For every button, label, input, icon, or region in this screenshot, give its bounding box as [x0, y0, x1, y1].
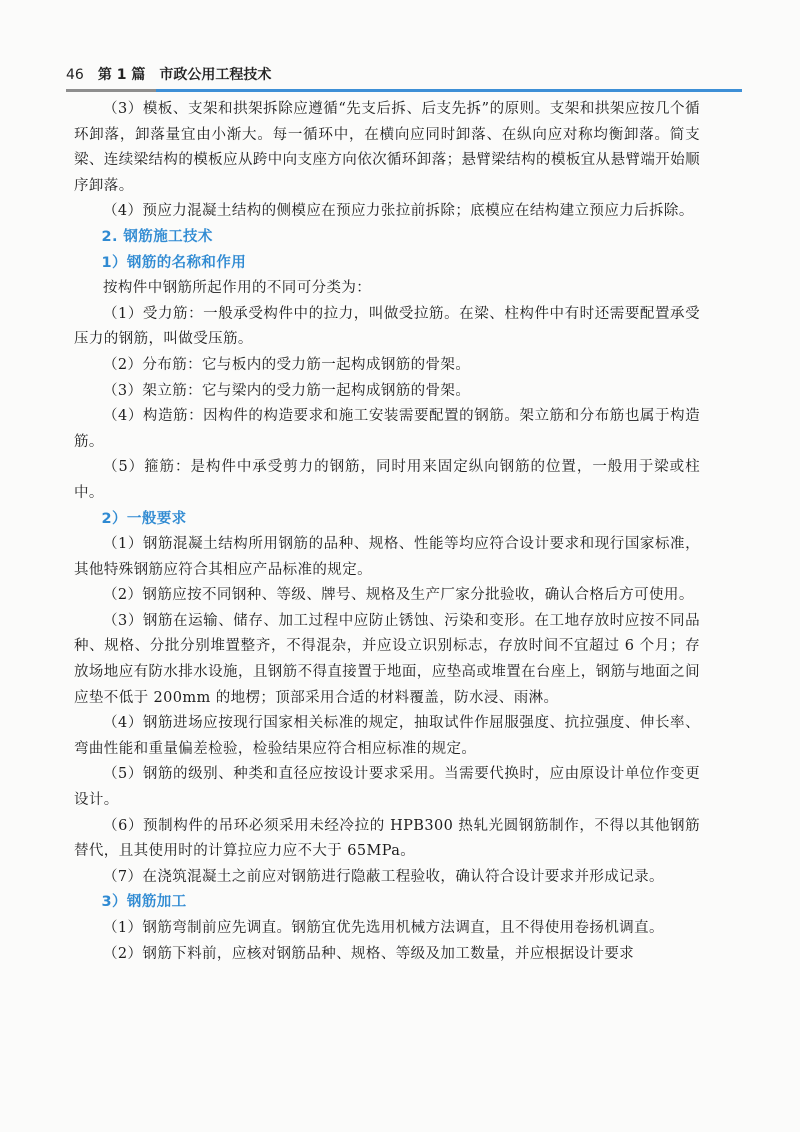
section-title: 市政公用工程技术 — [159, 67, 272, 83]
list-item: （4）钢筋进场应按现行国家相关标准的规定，抽取试件作屈服强度、抗拉强度、伸长率、弯曲性能和重量偏差检验，检验结果应符合相应标准的规定。 — [74, 715, 700, 757]
list-item: （3）钢筋在运输、储存、加工过程中应防止锈蚀、污染和变形。在工地存放时应按不同品种、规格、分批分别堆置整齐，不得混杂，并应设立识别标志，存放时间不宜超过 6 个月；存放场地应有防水排水设施，且钢筋不得直接置于地面，应垫高或堆置在台座上，钢筋与地面之间应垫不低于 200mm 的地楞；顶部采用合适的材料覆盖，防水浸、雨淋。 — [74, 612, 700, 706]
running-header — [66, 64, 271, 84]
paragraph: （4）预应力混凝土结构的侧模应在预应力张拉前拆除；底模应在结构建立预应力后拆除。 — [103, 203, 694, 220]
paragraph: 按构件中钢筋所起作用的不同可分类为： — [103, 280, 372, 297]
list-item: （1）受力筋：一般承受构件中的拉力，叫做受拉筋。在梁、柱构件中有时还需要配置承受压力的钢筋，叫做受压筋。 — [74, 305, 700, 348]
list-item: （1）钢筋混凝土结构所用钢筋的品种、规格、性能等均应符合设计要求和现行国家标准，其他特殊钢筋应符合其相应产品标准的规定。 — [74, 536, 700, 578]
list-item: （7）在浇筑混凝土之前应对钢筋进行隐蔽工程验收，确认符合设计要求并形成记录。 — [103, 868, 664, 885]
list-item: （5）箍筋：是构件中承受剪力的钢筋，同时用来固定纵向钢筋的位置，一般用于梁或柱中。 — [74, 459, 700, 501]
section-heading: 2. 钢筋施工技术 — [101, 228, 213, 245]
list-item: （4）构造筋：因构件的构造要求和施工安装需要配置的钢筋。架立筋和分布筋也属于构造筋。 — [74, 408, 700, 450]
page-body — [74, 97, 700, 967]
list-item: （2）钢筋下料前，应核对钢筋品种、规格、等级及加工数量，并应根据设计要求 — [103, 945, 635, 962]
subsection-heading: 3）钢筋加工 — [101, 894, 187, 911]
list-item: （2）分布筋：它与板内的受力筋一起构成钢筋的骨架。 — [103, 356, 471, 373]
header-rule-grey — [66, 89, 156, 92]
list-item: （3）架立筋：它与梁内的受力筋一起构成钢筋的骨架。 — [103, 382, 471, 399]
subsection-heading: 2）一般要求 — [101, 510, 187, 527]
paragraph: （3）模板、支架和拱架拆除应遵循“先支后拆、后支先拆”的原则。支架和拱架应按几个循环卸落，卸落量宜由小渐大。每一循环中，在横向应同时卸落、在纵向应对称均衡卸落。简支梁、连续梁结构的模板应从跨中向支座方向依次循环卸落；悬臂梁结构的模板宜从悬臂端开始顺序卸落。 — [74, 101, 700, 194]
subsection-heading: 1）钢筋的名称和作用 — [101, 254, 247, 271]
list-item: （5）钢筋的级别、种类和直径应按设计要求采用。当需要代换时，应由原设计单位作变更设计。 — [74, 766, 700, 809]
part-label: 第 1 篇 — [97, 67, 146, 83]
list-item: （2）钢筋应按不同钢种、等级、牌号、规格及生产厂家分批验收，确认合格后方可使用。 — [103, 587, 694, 604]
page-number: 46 — [66, 67, 84, 83]
list-item: （1）钢筋弯制前应先调直。钢筋宜优先选用机械方法调直，且不得使用卷扬机调直。 — [103, 920, 664, 936]
list-item: （6）预制构件的吊环必须采用未经冷拉的 HPB300 热轧光圆钢筋制作，不得以其他钢筋替代，且其使用时的计算拉应力应不大于 65MPa。 — [74, 817, 700, 860]
header-rule-blue — [156, 89, 742, 92]
